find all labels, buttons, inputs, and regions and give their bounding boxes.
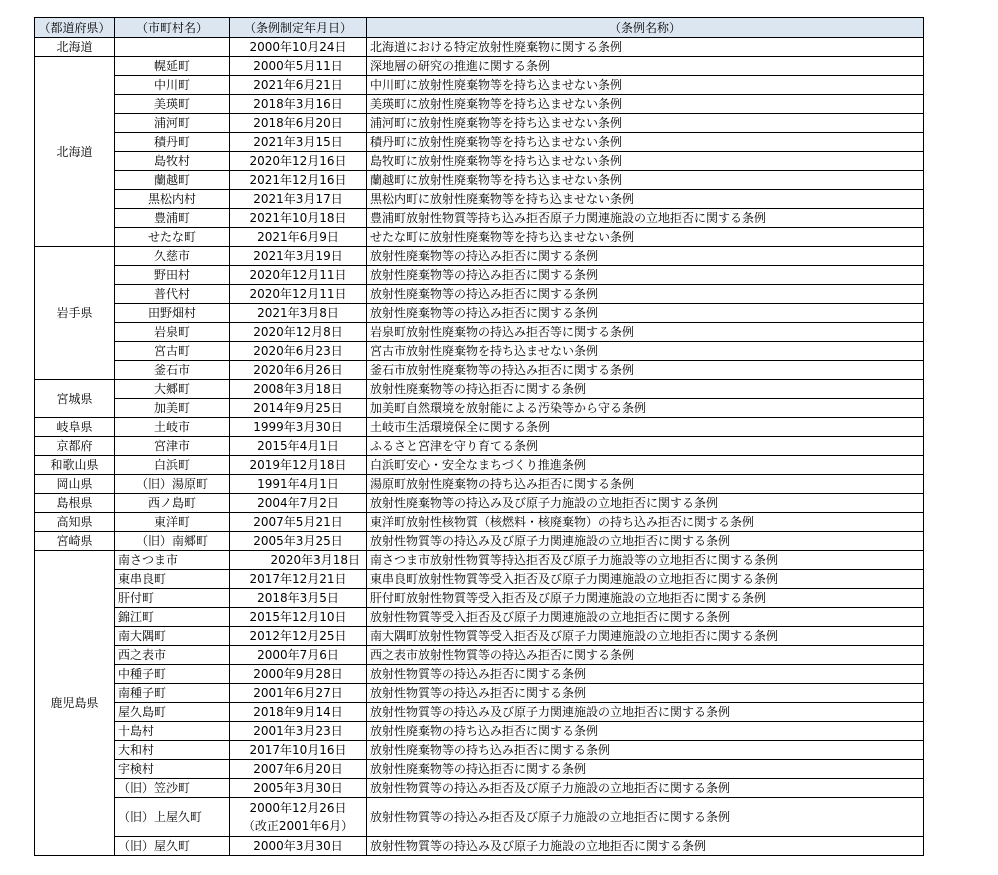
- ordinance-name-cell: 蘭越町に放射性廃棄物等を持ち込ませない条例: [367, 171, 924, 190]
- municipality-cell: 岩泉町: [115, 323, 230, 342]
- table-row: [35, 228, 924, 247]
- enactment-date-cell: 2021年3月8日: [230, 304, 367, 323]
- header-ordinance-name: （条例名称）: [367, 18, 924, 38]
- enactment-date-cell: 2000年5月11日: [230, 57, 367, 76]
- enactment-date-cell: 2021年3月15日: [230, 133, 367, 152]
- table-row: [35, 133, 924, 152]
- enactment-date-cell: 1999年3月30日: [230, 418, 367, 437]
- ordinance-name-cell: 放射性物質等の持込み拒否に関する条例: [367, 684, 924, 703]
- ordinance-name-cell: 東串良町放射性物質等受入拒否及び原子力関連施設の立地拒否に関する条例: [367, 570, 924, 589]
- table-row: [35, 665, 924, 684]
- enactment-date-cell: 1991年4月1日: [230, 475, 367, 494]
- ordinance-name-cell: 南さつま市放射性物質等持込拒否及び原子力施設等の立地拒否に関する条例: [367, 551, 924, 570]
- enactment-date-cell: 2020年12月16日: [230, 152, 367, 171]
- table-row: [35, 418, 924, 437]
- enactment-date-cell: 2018年3月5日: [230, 589, 367, 608]
- municipality-cell: 肝付町: [115, 589, 230, 608]
- municipality-cell: 加美町: [115, 399, 230, 418]
- table-row: [35, 437, 924, 456]
- prefecture-cell: 鹿児島県: [35, 551, 115, 856]
- enactment-date-cell: 2014年9月25日: [230, 399, 367, 418]
- ordinance-name-cell: 放射性廃棄物等の持込み拒否に関する条例: [367, 285, 924, 304]
- ordinance-name-cell: 美瑛町に放射性廃棄物等を持ち込ませない条例: [367, 95, 924, 114]
- municipality-cell: 久慈市: [115, 247, 230, 266]
- enactment-date-cell: 2001年6月27日: [230, 684, 367, 703]
- municipality-cell: 野田村: [115, 266, 230, 285]
- enactment-date-cell: 2021年3月17日: [230, 190, 367, 209]
- municipality-cell: 中川町: [115, 76, 230, 95]
- enactment-date-cell: 2020年6月23日: [230, 342, 367, 361]
- enactment-date-cell: 2018年3月16日: [230, 95, 367, 114]
- table-row: [35, 304, 924, 323]
- enactment-date-cell: 2020年12月11日: [230, 285, 367, 304]
- enactment-date-cell: [230, 798, 367, 837]
- table-row: [35, 342, 924, 361]
- municipality-cell: 土岐市: [115, 418, 230, 437]
- enactment-date-cell: 2020年6月26日: [230, 361, 367, 380]
- enactment-date-cell: 2019年12月18日: [230, 456, 367, 475]
- ordinance-name-cell: 加美町自然環境を放射能による汚染等から守る条例: [367, 399, 924, 418]
- enactment-date-cell: 2018年6月20日: [230, 114, 367, 133]
- enactment-date-cell: 2021年10月18日: [230, 209, 367, 228]
- municipality-cell: 西ノ島町: [115, 494, 230, 513]
- enactment-date-cell: 2000年10月24日: [230, 38, 367, 57]
- table-row: [35, 361, 924, 380]
- table-row: [35, 114, 924, 133]
- municipality-cell: 豊浦町: [115, 209, 230, 228]
- municipality-cell: 大郷町: [115, 380, 230, 399]
- municipality-cell: 南さつま市: [115, 551, 230, 570]
- municipality-cell: 黒松内村: [115, 190, 230, 209]
- enactment-date-cell: 2007年6月20日: [230, 760, 367, 779]
- prefecture-cell: 京都府: [35, 437, 115, 456]
- table-row: [35, 323, 924, 342]
- municipality-cell: 東洋町: [115, 513, 230, 532]
- enactment-date-cell: 2021年3月19日: [230, 247, 367, 266]
- enactment-date-cell: 2008年3月18日: [230, 380, 367, 399]
- prefecture-cell: 島根県: [35, 494, 115, 513]
- municipality-cell: 田野畑村: [115, 304, 230, 323]
- table-row: [35, 722, 924, 741]
- ordinance-table: [34, 17, 924, 856]
- ordinance-name-cell: 放射性廃棄物等の持込み拒否に関する条例: [367, 247, 924, 266]
- municipality-cell: 積丹町: [115, 133, 230, 152]
- municipality-cell: 十島村: [115, 722, 230, 741]
- prefecture-cell: 北海道: [35, 38, 115, 57]
- prefecture-cell: 岩手県: [35, 247, 115, 380]
- table-row: [35, 551, 924, 570]
- enactment-date-cell: 2004年7月2日: [230, 494, 367, 513]
- ordinance-name-cell: 中川町に放射性廃棄物等を持ち込ませない条例: [367, 76, 924, 95]
- table-row: [35, 152, 924, 171]
- ordinance-name-cell: せたな町に放射性廃棄物等を持ち込ませない条例: [367, 228, 924, 247]
- municipality-cell: （旧）上屋久町: [115, 798, 230, 837]
- table-body: [35, 38, 924, 856]
- table-row: [35, 494, 924, 513]
- enactment-date-cell: 2017年10月16日: [230, 741, 367, 760]
- municipality-cell: 宮津市: [115, 437, 230, 456]
- ordinance-name-cell: 積丹町に放射性廃棄物等を持ち込ませない条例: [367, 133, 924, 152]
- table-row: [35, 456, 924, 475]
- ordinance-name-cell: 東洋町放射性核物質（核燃料・核廃棄物）の持ち込み拒否に関する条例: [367, 513, 924, 532]
- ordinance-name-cell: 西之表市放射性物質等の持込み拒否に関する条例: [367, 646, 924, 665]
- municipality-cell: 宇検村: [115, 760, 230, 779]
- enactment-date-cell: 2000年7月6日: [230, 646, 367, 665]
- table-row: [35, 532, 924, 551]
- enactment-date-cell: 2021年6月21日: [230, 76, 367, 95]
- municipality-cell: 幌延町: [115, 57, 230, 76]
- municipality-cell: 東串良町: [115, 570, 230, 589]
- municipality-cell: 錦江町: [115, 608, 230, 627]
- ordinance-name-cell: 放射性物質等の持込み拒否に関する条例: [367, 665, 924, 684]
- enactment-date-cell: 2020年12月8日: [230, 323, 367, 342]
- enactment-date-cell: 2020年12月11日: [230, 266, 367, 285]
- enactment-date-cell: 2021年6月9日: [230, 228, 367, 247]
- municipality-cell: （旧）屋久町: [115, 837, 230, 856]
- enactment-date-cell: 2018年9月14日: [230, 703, 367, 722]
- municipality-cell: （旧）湯原町: [115, 475, 230, 494]
- table-row: [35, 513, 924, 532]
- table-row: [35, 38, 924, 57]
- municipality-cell: 白浜町: [115, 456, 230, 475]
- ordinance-name-cell: 放射性廃棄物等の持込拒否に関する条例: [367, 380, 924, 399]
- table-row: [35, 57, 924, 76]
- table-row: [35, 741, 924, 760]
- enactment-date-cell: 2015年4月1日: [230, 437, 367, 456]
- ordinance-name-cell: ふるさと宮津を守り育てる条例: [367, 437, 924, 456]
- prefecture-cell: 宮崎県: [35, 532, 115, 551]
- ordinance-name-cell: 放射性物質等の持込み及び原子力関連施設の立地拒否に関する条例: [367, 532, 924, 551]
- table-row: [35, 475, 924, 494]
- ordinance-name-cell: 土岐市生活環境保全に関する条例: [367, 418, 924, 437]
- table-row: [35, 266, 924, 285]
- enactment-date-cell: 2017年12月21日: [230, 570, 367, 589]
- ordinance-name-cell: 浦河町に放射性廃棄物等を持ち込ませない条例: [367, 114, 924, 133]
- table-row: [35, 760, 924, 779]
- table-row: [35, 171, 924, 190]
- table-row: [35, 399, 924, 418]
- table-row: [35, 76, 924, 95]
- municipality-cell: 蘭越町: [115, 171, 230, 190]
- table-row: [35, 779, 924, 798]
- municipality-cell: 島牧村: [115, 152, 230, 171]
- ordinance-name-cell: 放射性廃棄物等の持込み拒否に関する条例: [367, 266, 924, 285]
- table-row: [35, 703, 924, 722]
- ordinance-name-cell: 放射性廃棄物等の持込み及び原子力施設の立地拒否に関する条例: [367, 494, 924, 513]
- ordinance-name-cell: 岩泉町放射性廃棄物の持込み拒否等に関する条例: [367, 323, 924, 342]
- ordinance-name-cell: 放射性廃棄物等の持込拒否に関する条例: [367, 760, 924, 779]
- prefecture-cell: 高知県: [35, 513, 115, 532]
- header-row: [35, 18, 924, 38]
- enactment-date-cell: 2000年3月30日: [230, 837, 367, 856]
- municipality-cell: 大和村: [115, 741, 230, 760]
- ordinance-name-cell: 放射性物質等の持込み及び原子力施設の立地拒否に関する条例: [367, 837, 924, 856]
- municipality-cell: 普代村: [115, 285, 230, 304]
- municipality-cell: 中種子町: [115, 665, 230, 684]
- ordinance-name-cell: 放射性物質等の持込み拒否及び原子力施設の立地拒否に関する条例: [367, 779, 924, 798]
- table-row: [35, 380, 924, 399]
- municipality-cell: 南種子町: [115, 684, 230, 703]
- enactment-date-cell: 2005年3月30日: [230, 779, 367, 798]
- prefecture-cell: 岡山県: [35, 475, 115, 494]
- ordinance-name-cell: 放射性物質等受入拒否及び原子力関連施設の立地拒否に関する条例: [367, 608, 924, 627]
- ordinance-name-cell: 放射性廃棄物等の持込み拒否に関する条例: [367, 304, 924, 323]
- table-row: [35, 837, 924, 856]
- header-municipality: （市町村名）: [115, 18, 230, 38]
- municipality-cell: [115, 38, 230, 57]
- enactment-date-cell: 2012年12月25日: [230, 627, 367, 646]
- enactment-date-cell: 2015年12月10日: [230, 608, 367, 627]
- ordinance-name-cell: 宮古市放射性廃棄物を持ち込ませない条例: [367, 342, 924, 361]
- table-row: [35, 608, 924, 627]
- header-enactment-date: （条例制定年月日）: [230, 18, 367, 38]
- ordinance-name-cell: 肝付町放射性物質等受入拒否及び原子力関連施設の立地拒否に関する条例: [367, 589, 924, 608]
- table-row: [35, 684, 924, 703]
- ordinance-name-cell: 北海道における特定放射性廃棄物に関する条例: [367, 38, 924, 57]
- table-row: [35, 247, 924, 266]
- ordinance-name-cell: 放射性廃棄物の持ち込み拒否に関する条例: [367, 722, 924, 741]
- ordinance-name-cell: 釜石市放射性廃棄物等の持込み拒否に関する条例: [367, 361, 924, 380]
- enactment-date: 2000年12月26日: [249, 801, 347, 815]
- municipality-cell: せたな町: [115, 228, 230, 247]
- municipality-cell: 宮古町: [115, 342, 230, 361]
- ordinance-name-cell: 放射性廃棄物等の持ち込み拒否に関する条例: [367, 741, 924, 760]
- table-row: [35, 627, 924, 646]
- amendment-note: （改正2001年6月）: [242, 819, 354, 833]
- enactment-date-cell: 2001年3月23日: [230, 722, 367, 741]
- municipality-cell: 美瑛町: [115, 95, 230, 114]
- enactment-date-cell: 2007年5月21日: [230, 513, 367, 532]
- table-row: [35, 95, 924, 114]
- ordinance-name-cell: 島牧町に放射性廃棄物等を持ち込ませない条例: [367, 152, 924, 171]
- table-row: [35, 798, 924, 837]
- municipality-cell: （旧）笠沙町: [115, 779, 230, 798]
- prefecture-cell: 和歌山県: [35, 456, 115, 475]
- ordinance-name-cell: 白浜町安心・安全なまちづくり推進条例: [367, 456, 924, 475]
- ordinance-name-cell: 豊浦町放射性物質等持ち込み拒否原子力関連施設の立地拒否に関する条例: [367, 209, 924, 228]
- enactment-date-cell: 2000年9月28日: [230, 665, 367, 684]
- prefecture-cell: 宮城県: [35, 380, 115, 418]
- municipality-cell: （旧）南郷町: [115, 532, 230, 551]
- ordinance-name-cell: 黒松内町に放射性廃棄物等を持ち込ませない条例: [367, 190, 924, 209]
- enactment-date-cell: 2020年3月18日: [230, 551, 367, 570]
- ordinance-name-cell: 南大隅町放射性物質等受入拒否及び原子力関連施設の立地拒否に関する条例: [367, 627, 924, 646]
- table-row: [35, 285, 924, 304]
- table-row: [35, 570, 924, 589]
- table-row: [35, 190, 924, 209]
- table-row: [35, 589, 924, 608]
- prefecture-cell: 北海道: [35, 57, 115, 247]
- prefecture-cell: 岐阜県: [35, 418, 115, 437]
- enactment-date-cell: 2021年12月16日: [230, 171, 367, 190]
- table-row: [35, 209, 924, 228]
- ordinance-name-cell: 放射性物質等の持込み拒否及び原子力施設の立地拒否に関する条例: [367, 798, 924, 837]
- municipality-cell: 浦河町: [115, 114, 230, 133]
- municipality-cell: 南大隅町: [115, 627, 230, 646]
- municipality-cell: 西之表市: [115, 646, 230, 665]
- ordinance-name-cell: 放射性物質等の持込み及び原子力関連施設の立地拒否に関する条例: [367, 703, 924, 722]
- ordinance-name-cell: 湯原町放射性廃棄物の持ち込み拒否に関する条例: [367, 475, 924, 494]
- table-row: [35, 646, 924, 665]
- municipality-cell: 屋久島町: [115, 703, 230, 722]
- municipality-cell: 釜石市: [115, 361, 230, 380]
- header-prefecture: （都道府県）: [35, 18, 115, 38]
- ordinance-name-cell: 深地層の研究の推進に関する条例: [367, 57, 924, 76]
- enactment-date-cell: 2005年3月25日: [230, 532, 367, 551]
